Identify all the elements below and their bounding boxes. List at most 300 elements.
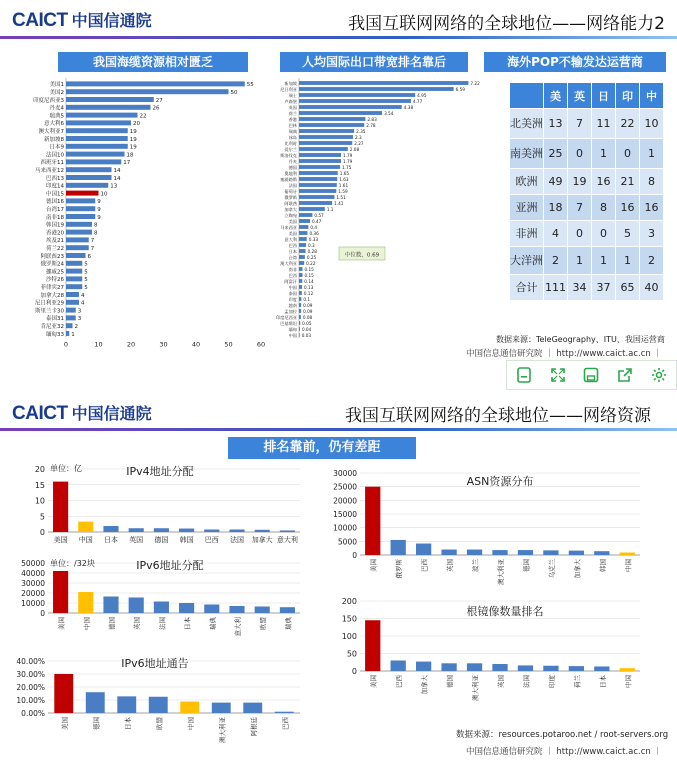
category-label: 韩国 (598, 559, 607, 572)
bar (365, 487, 380, 555)
category-label: 巴西 (204, 536, 219, 544)
value-cell: 19 (568, 169, 592, 195)
bar (66, 128, 128, 133)
data-label: 4 (81, 292, 85, 299)
banner-ranking: 排名靠前，仍有差距 (228, 437, 416, 459)
data-label: 0.4 (310, 224, 318, 230)
value-cell: 1 (592, 247, 616, 275)
value-cell: 13 (544, 109, 568, 139)
category-label: 美国2 (49, 90, 64, 97)
bar (54, 674, 73, 713)
data-label: 2.78 (366, 122, 376, 128)
bar (66, 284, 82, 289)
category-label: 台湾 (288, 254, 297, 260)
bandwidth-chart (275, 76, 485, 344)
bar (594, 666, 609, 671)
data-label: 1.51 (336, 194, 346, 200)
bar (299, 225, 308, 229)
slide-title: 我国互联网网络的全球地位——网络资源 (345, 406, 651, 426)
unit-label: 单位：亿 (50, 464, 82, 473)
category-label: 俄罗斯 (284, 194, 297, 200)
category-label: 印度 (547, 675, 556, 688)
category-label: 德国 (92, 717, 101, 730)
category-label: 瑞典5 (49, 113, 64, 120)
category-label: 印度14 (46, 183, 64, 190)
category-label: 英国 (129, 536, 144, 544)
data-label: 0.36 (309, 230, 319, 236)
value-cell: 22 (616, 109, 640, 139)
bar (299, 99, 411, 103)
category-label: 中国 (82, 617, 91, 630)
tick-label: 0 (352, 551, 357, 560)
value-cell: 65 (616, 275, 640, 301)
bar (66, 97, 154, 102)
data-label: 2.3 (354, 134, 362, 140)
tick-label: 10000 (333, 523, 357, 533)
category-label: 尼日利亚29 (35, 300, 64, 307)
category-label: 加拿大 (420, 675, 429, 695)
bar (66, 222, 92, 227)
data-label: 0.15 (304, 266, 314, 272)
category-label: 美国 (369, 559, 378, 572)
chart-title: IPv6地址通告 (121, 657, 189, 670)
bar (66, 308, 76, 313)
share-icon[interactable] (615, 365, 635, 385)
category-label: 瑞典 (208, 617, 217, 630)
bar (66, 292, 79, 297)
data-label: 18 (126, 152, 134, 159)
category-label: 德国16 (46, 199, 64, 206)
institute-footer: 中国信息通信研究院 ｜ http://www.caict.ac.cn ｜ (466, 349, 663, 359)
data-label: 0.25 (306, 254, 317, 260)
bar (299, 117, 365, 121)
bar (66, 105, 151, 110)
category-label: 瑞典 (288, 128, 297, 134)
bar (299, 327, 300, 331)
category-label: 澳大利亚7 (38, 129, 64, 136)
value-cell: 37 (592, 275, 616, 301)
category-label: 韩国19 (46, 222, 64, 229)
category-label: 加拿大 (573, 559, 582, 579)
bar (66, 198, 95, 203)
tick-label: 0.00% (21, 709, 45, 718)
bar (66, 331, 69, 336)
tick-label: 100 (341, 632, 357, 641)
bar (299, 219, 310, 223)
data-label: 5 (84, 269, 88, 276)
data-label: 0.3 (308, 242, 315, 248)
tick-label: 20 (34, 465, 45, 474)
bar (299, 213, 312, 217)
value-cell: 2 (640, 247, 664, 275)
category-label: 台湾17 (46, 207, 64, 214)
settings-icon[interactable] (649, 365, 669, 385)
category-label: 阿联酋23 (40, 253, 64, 260)
value-cell: 21 (616, 169, 640, 195)
table-header-cell: 日 (592, 83, 616, 109)
bar (204, 529, 219, 532)
category-label: 沙特26 (46, 277, 64, 284)
category-label: 马来西亚12 (35, 168, 64, 175)
bar (299, 303, 301, 307)
ipv4-chart (0, 459, 300, 544)
bar (66, 159, 121, 164)
tick-label: 60 (256, 340, 266, 349)
bar (212, 703, 231, 713)
data-label: 20 (133, 121, 140, 128)
data-label: 3 (77, 316, 82, 323)
data-label: 2.27 (354, 140, 364, 146)
value-cell: 7 (568, 109, 592, 139)
bar (299, 201, 332, 205)
bar (299, 183, 337, 187)
tick-label: 0 (39, 528, 45, 537)
category-label: 阿根廷 (249, 717, 258, 737)
tick-label: 10 (94, 340, 103, 349)
source-note: 数据来源：TeleGeography、ITU、我国运营商 (496, 335, 665, 344)
bar (299, 231, 307, 235)
category-label: 中国 (624, 675, 633, 688)
bar (299, 243, 306, 247)
category-label: 美国 (288, 218, 297, 224)
pop-table (509, 82, 664, 301)
value-cell: 1 (640, 139, 664, 169)
bar (299, 267, 303, 271)
tick-label: 40.00% (16, 657, 45, 666)
category-label: 中国 (624, 559, 633, 572)
data-label: 1.59 (338, 188, 348, 194)
bar (299, 333, 300, 337)
bar (299, 141, 352, 145)
data-label: 0.33 (308, 236, 319, 242)
value-cell: 0 (568, 139, 592, 169)
category-label: 新加坡8 (44, 136, 64, 143)
bar (467, 663, 482, 671)
value-cell: 16 (592, 169, 616, 195)
bar (299, 285, 302, 289)
bar (66, 300, 79, 305)
category-label: 英国 (133, 617, 142, 630)
logo-en: CAICT (12, 403, 68, 424)
category-label: 马来西亚 (280, 224, 297, 230)
bar (66, 120, 131, 125)
table-header-cell: 中 (640, 83, 664, 109)
data-label: 0.47 (312, 218, 322, 224)
value-cell: 7 (568, 195, 592, 221)
tick-label: 10000 (21, 599, 45, 608)
region-cell: 非洲 (510, 221, 544, 247)
table-row (510, 109, 664, 139)
tick-label: 20000 (333, 496, 357, 506)
value-cell: 40 (640, 275, 664, 301)
tick-label: 0 (63, 340, 69, 349)
category-label: 越南 (288, 302, 297, 308)
save-icon[interactable] (581, 365, 601, 385)
bar (78, 592, 93, 613)
bar (391, 540, 406, 555)
bar (543, 666, 558, 671)
caict-logo (12, 401, 152, 425)
category-label: 奥地利 (284, 170, 297, 176)
category-label: 中国 (78, 536, 93, 544)
data-label: 6.59 (455, 86, 465, 92)
data-label: 13 (110, 183, 118, 190)
caict-logo (12, 8, 152, 32)
category-label: 缅甸 (288, 326, 297, 332)
bar (66, 183, 108, 188)
value-cell: 0 (568, 221, 592, 247)
bar (129, 598, 144, 614)
tick-label: 15000 (333, 510, 357, 519)
bar (66, 245, 89, 250)
data-label: 9 (97, 214, 101, 221)
region-cell: 欧洲 (510, 169, 544, 195)
bar (299, 165, 340, 169)
data-label: 27 (155, 97, 163, 104)
bar (66, 206, 95, 211)
category-label: 美国 (369, 675, 378, 688)
tick-label: 30000 (21, 579, 45, 588)
bar (66, 237, 89, 242)
bar (299, 129, 354, 133)
bar (299, 159, 341, 163)
bar (416, 662, 431, 671)
category-label: 日本 (598, 675, 607, 688)
data-label: 1.79 (343, 158, 353, 164)
category-label: 塞浦路斯 (280, 176, 297, 182)
floating-toolbar (506, 360, 677, 390)
tick-label: 15 (34, 480, 45, 490)
submarine-cable-chart (33, 76, 270, 351)
data-label: 14 (113, 168, 121, 175)
category-label: 泰国 (288, 290, 297, 296)
category-label: 比利时 (284, 140, 297, 146)
bar (365, 620, 380, 671)
tick-label: 40 (191, 340, 201, 349)
category-label: 丹麦4 (49, 105, 64, 112)
bar (149, 697, 168, 713)
logo-cn: 中国信通院 (71, 404, 152, 423)
asn-chart (330, 465, 650, 585)
category-label: 中国 (288, 284, 297, 290)
value-cell: 1 (592, 139, 616, 169)
bar (569, 666, 584, 671)
category-label: 荷兰22 (46, 246, 64, 253)
bar (299, 279, 302, 283)
bar (569, 551, 584, 555)
bar (66, 230, 92, 235)
category-label: 瑞典 (284, 617, 293, 630)
bar (299, 249, 306, 253)
bar (280, 530, 295, 532)
category-label: 南非 (288, 266, 297, 272)
tick-label: 5 (39, 512, 45, 522)
region-cell: 合计 (510, 275, 544, 301)
data-label: 0.08 (302, 314, 313, 320)
table-header-cell: 美 (544, 83, 568, 109)
bar (103, 597, 118, 614)
tick-label: 10.00% (16, 696, 45, 705)
data-label: 8 (94, 222, 98, 229)
category-label: 法国 (522, 675, 531, 688)
data-label: 7.22 (470, 80, 480, 86)
bar (299, 111, 382, 115)
data-label: 1.75 (342, 164, 352, 170)
bar (66, 89, 229, 94)
category-label: 美国 (60, 717, 69, 730)
category-label: 埃及21 (46, 238, 64, 245)
bar (391, 661, 406, 672)
bar (299, 105, 402, 109)
bar (129, 528, 144, 532)
data-label: 0.05 (302, 320, 312, 326)
category-label: 日本9 (49, 144, 64, 151)
category-label: 阿富汗 (284, 278, 297, 284)
data-label: 0.57 (314, 212, 324, 218)
data-label: 0.28 (307, 248, 317, 254)
data-label: 19 (129, 144, 137, 151)
category-label: 巴西 (288, 242, 297, 248)
data-label: 4 (81, 300, 85, 307)
category-label: 斯洛伐克 (280, 152, 297, 158)
category-label: 澳大利亚 (471, 675, 480, 701)
data-label: 1 (71, 331, 75, 338)
root-mirror-chart (330, 589, 650, 709)
bar (103, 526, 118, 532)
bar (299, 189, 336, 193)
table-row (510, 247, 664, 275)
data-label: 9 (97, 199, 101, 206)
data-label: 5 (84, 277, 88, 284)
data-label: 7 (90, 238, 95, 245)
header-divider (0, 36, 677, 39)
ipv6-allocation-chart (0, 555, 300, 647)
tick-label: 30 (159, 340, 168, 349)
bar (66, 276, 82, 281)
bar (441, 550, 456, 555)
bar (299, 273, 303, 277)
category-label: 俄罗斯 (395, 559, 404, 579)
header-divider (0, 428, 677, 431)
category-label: 巴西13 (46, 175, 64, 182)
bar (66, 175, 112, 180)
expand-icon[interactable] (548, 365, 568, 385)
category-label: 巴基斯坦 (280, 320, 297, 326)
data-label: 0.1 (303, 296, 311, 302)
category-label: 欧盟 (259, 617, 268, 630)
category-label: 印度尼西亚 (276, 314, 297, 320)
category-label: 日本 (104, 536, 118, 544)
data-label: 1.65 (339, 170, 350, 176)
logo-cn: 中国信通院 (71, 11, 152, 30)
bar (299, 177, 337, 181)
bar (543, 550, 558, 555)
category-label: 德国 (522, 559, 531, 572)
source-note: 数据来源：resources.potaroo.net / root-servers.org (456, 730, 669, 740)
category-label: 荷兰 (573, 675, 582, 688)
document-icon[interactable] (514, 365, 534, 385)
bar (441, 663, 456, 671)
data-label: 0.15 (304, 272, 314, 278)
data-label: 2.83 (367, 116, 377, 122)
category-label: 加拿大 (284, 206, 297, 212)
bar (299, 171, 338, 175)
data-label: 1.63 (339, 176, 349, 182)
tick-label: 50000 (21, 559, 45, 568)
data-label: 22 (139, 113, 147, 120)
data-label: 14 (113, 175, 121, 182)
category-label: 美国 (53, 536, 68, 544)
category-label: 斯里兰卡30 (35, 308, 64, 315)
category-label: 乌克兰 (547, 559, 556, 579)
logo-en: CAICT (12, 10, 68, 31)
category-label: 瑞士 (288, 92, 297, 98)
value-cell: 34 (568, 275, 592, 301)
region-cell: 大洋洲 (510, 247, 544, 275)
value-cell: 25 (544, 139, 568, 169)
bar (299, 315, 301, 319)
data-label: 0.04 (301, 326, 312, 332)
data-label: 2.35 (356, 128, 366, 134)
category-label: 立陶宛 (284, 212, 297, 218)
chart-title: ASN资源分布 (466, 475, 534, 488)
category-label: 巴西 (395, 675, 404, 688)
bar (280, 607, 295, 613)
tick-label: 0 (351, 667, 357, 676)
value-cell: 3 (640, 221, 664, 247)
bar (117, 696, 136, 713)
value-cell: 1 (568, 247, 592, 275)
bar (229, 529, 244, 532)
data-label: 0.03 (301, 332, 312, 338)
category-label: 中国15 (46, 191, 64, 198)
data-label: 0.09 (303, 308, 313, 314)
value-cell: 111 (544, 275, 568, 301)
bar (299, 261, 304, 265)
tick-label: 150 (341, 614, 357, 624)
data-label: 6 (87, 253, 91, 260)
tick-label: 20.00% (16, 683, 45, 692)
category-label: 波兰 (471, 559, 480, 572)
value-cell: 8 (640, 169, 664, 195)
bar (299, 321, 300, 325)
category-label: 日本 (183, 617, 192, 630)
bar (204, 605, 219, 614)
category-label: 意大利 (234, 617, 242, 637)
table-row (510, 221, 664, 247)
bar (299, 297, 301, 301)
category-label: 英国 (288, 104, 297, 110)
data-label: 1.61 (338, 182, 349, 188)
category-label: 泰国31 (46, 316, 64, 323)
category-label: 尼日利亚 (280, 86, 297, 92)
bar (518, 665, 533, 671)
category-label: 新加坡 (284, 80, 297, 86)
bar (299, 81, 468, 85)
category-label: 澳大利亚 (280, 260, 297, 266)
bar (299, 147, 348, 151)
category-label: 缅甸33 (46, 331, 64, 338)
bar (179, 603, 194, 613)
data-label: 55 (246, 82, 254, 89)
category-label: 荷兰 (288, 110, 297, 116)
category-label: 丹麦 (288, 158, 297, 164)
table-row (510, 139, 664, 169)
data-label: 4.38 (403, 104, 414, 110)
bar (229, 606, 244, 613)
bar (66, 144, 128, 149)
bar (53, 571, 68, 613)
